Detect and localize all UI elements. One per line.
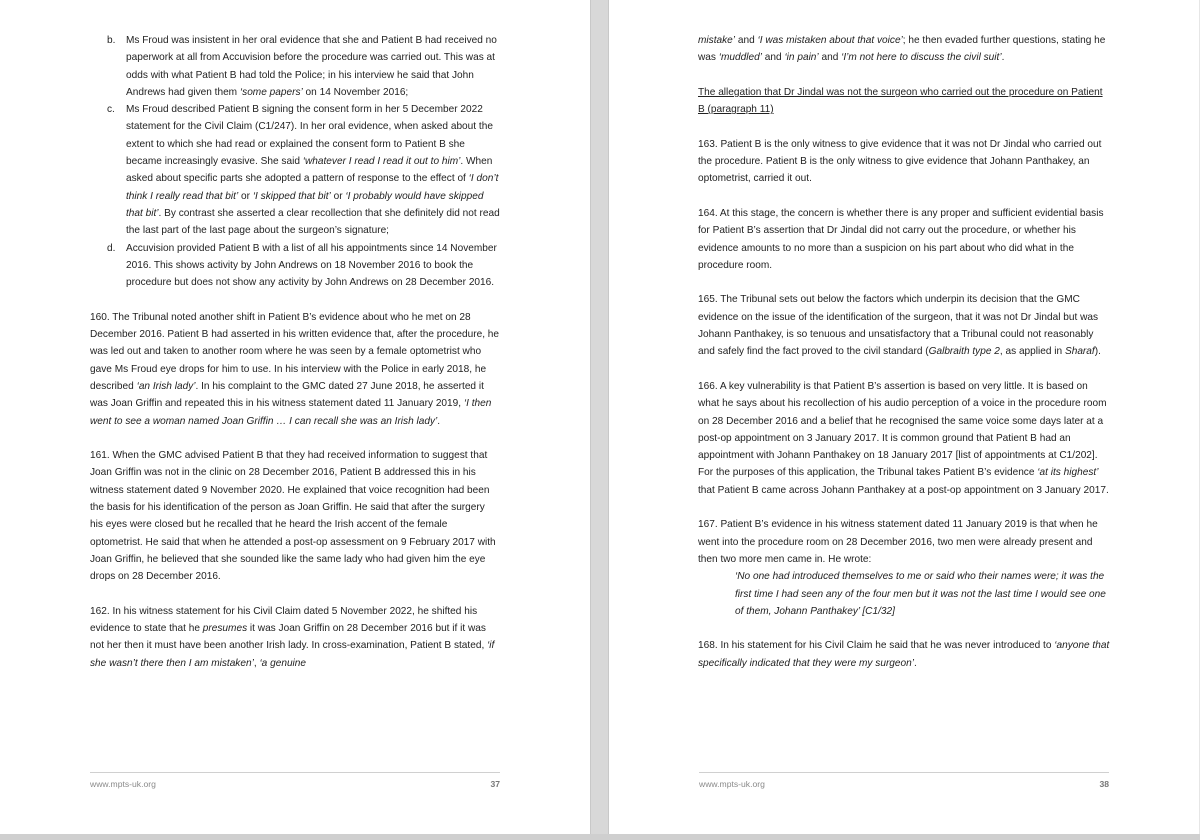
- section-heading: [698, 84, 1110, 119]
- footer-url: www.mpts-uk.org: [90, 779, 156, 789]
- paragraph-spacer: [698, 188, 1110, 205]
- page-footer: [699, 772, 1109, 789]
- text-run: [C1/32]: [859, 605, 895, 617]
- footer-url: www.mpts-uk.org: [699, 779, 765, 789]
- text-run: 163. Patient B is the only witness to give evidence that it was not Dr Jindal who carried out the procedure. Patient B is the only witness to give evidence that Johann Panthakey, an optometrist, carried it out.: [698, 138, 1102, 185]
- text-run: 160. The Tribunal noted another shift in Patient B’s evidence about who he met on 28 December 2016. Patient B had asserted in his written evidence that, after the procedure, he was led out and taken to another room where he was seen by a female optometrist who gave Ms Froud eye drops for him to use. In his interview with the Police in early 2018, he described: [90, 311, 500, 392]
- text-run: .: [437, 415, 441, 427]
- paragraph: [698, 32, 1110, 67]
- text-run: . When asked about specific parts she adopted a pattern of response to the effect of: [126, 156, 493, 185]
- text-run: or: [238, 190, 253, 202]
- text-run: 165. The Tribunal sets out below the factors which underpin its decision that the GMC evidence on the issue of the identification of the surgeon, that it was not Dr Jindal but was Johann Panthakey, is so tenuous and unsatisfactory that a Tribunal could not reasonably and safely find the fact proved to the civil standard (: [698, 294, 1099, 358]
- list-marker: d.: [107, 242, 116, 254]
- paragraph: [90, 447, 500, 585]
- text-run: and: [761, 52, 785, 64]
- italic-text: ‘I’m not here to discuss the civil suit’: [841, 52, 1002, 64]
- list-item-text: [126, 32, 500, 101]
- document-page-37: [0, 0, 590, 840]
- italic-text: ‘I then went to see a woman named Joan Griffin … I can recall she was an Irish lady’: [90, 398, 492, 427]
- text-run: on 14 November 2016;: [302, 86, 409, 98]
- italic-text: Galbraith type 2: [928, 346, 1000, 358]
- paragraph-spacer: [698, 67, 1110, 84]
- page-footer: [90, 772, 500, 789]
- text-run: . In his complaint to the GMC dated 27 June 2018, he asserted it was Joan Griffin and repeated this in his witness statement dated 11 January 2019,: [90, 380, 484, 410]
- text-run: The allegation that Dr Jindal was not the surgeon who carried out the procedure on Patient B (paragraph 11): [698, 86, 1103, 116]
- horizontal-scrollbar[interactable]: [0, 834, 1200, 840]
- text-run: ; he then evaded further questions, stating he was: [698, 35, 1106, 64]
- italic-text: ‘I was mistaken about that voice’: [757, 35, 903, 46]
- italic-text: Sharaf: [1064, 346, 1095, 358]
- paragraph: [698, 637, 1110, 672]
- list-item: [90, 240, 500, 292]
- italic-text: ‘a genuine: [259, 657, 307, 669]
- text-run: that Patient B came across Johann Panthakey at a post-op appointment on 3 January 2017.: [698, 484, 1109, 496]
- italic-text: presumes: [202, 623, 248, 635]
- paragraph-spacer: [698, 361, 1110, 378]
- italic-text: mistake’: [698, 35, 736, 46]
- list-item-text: [126, 240, 500, 292]
- italic-text: ‘I skipped that bit’: [252, 190, 331, 202]
- paragraph: [90, 603, 500, 672]
- paragraph-spacer: [698, 620, 1110, 637]
- text-run: and: [818, 52, 842, 64]
- italic-text: ‘in pain’: [784, 52, 819, 64]
- text-run: 166. A key vulnerability is that Patient B’s assertion is based on very little. It is based on what he says about his recollection of his audio perception of a voice in the procedure room on 28 December 2016 and a belief that he recognised the same voice some days later at a post-op appointment on 3 January 2017. It is common ground that Patient B had an appointment with Johann Panthakey on 18 January 2017 [list of appointments at C1/202]. For the purposes of this application, the Tribunal takes Patient B’s evidence: [698, 380, 1107, 479]
- text-run: ).: [1094, 346, 1101, 358]
- paragraph-spacer: [90, 291, 500, 308]
- text-run: 164. At this stage, the concern is whether there is any proper and sufficient evidential basis for Patient B’s assertion that Dr Jindal did not carry out the procedure, or whether his evidence amounts to no more than a suspicion on his part about who did what in the procedure room.: [698, 207, 1104, 271]
- text-run: .: [914, 657, 917, 669]
- text-run: .: [1001, 52, 1005, 64]
- paragraph: [698, 291, 1110, 360]
- text-run: , as applied in: [999, 346, 1065, 358]
- text-run: 161. When the GMC advised Patient B that they had received information to suggest that Joan Griffin was not in the clinic on 28 December 2016, Patient B addressed this in his witness statement dated 9 November 2020. He explained that voice recognition had been the basis for his identification of the person as Joan Griffin. He said that after the surgery his eyes were closed but he recalled that he heard the Irish accent of the female optometrist. He said that when he attended a post-op assessment on 9 February 2017 with Joan Griffin, he believed that she sounded like the same lady who had given him the eye drops on 28 December 2016.: [90, 450, 496, 583]
- page-number: 37: [490, 779, 500, 789]
- paragraph-spacer: [90, 586, 500, 603]
- italic-text: ‘anyone that specifically indicated that they were my surgeon’: [698, 640, 1110, 669]
- italic-text: ‘if she wasn’t there then I am mistaken’: [90, 640, 495, 669]
- paragraph: [698, 516, 1110, 568]
- list-item: [90, 101, 500, 239]
- text-run: 167. Patient B’s evidence in his witness statement dated 11 January 2019 is that when he went into the procedure room on 28 December 2016, two men were already present and then two more men came in. He wrote:: [698, 519, 1098, 565]
- list-marker: b.: [107, 35, 116, 46]
- italic-text: ‘at its highest’: [1037, 467, 1099, 479]
- italic-text: ‘whatever I read I read it out to him’: [302, 156, 461, 168]
- page-body: [698, 32, 1110, 672]
- block-quote: [698, 568, 1110, 620]
- paragraph-spacer: [698, 118, 1110, 135]
- text-run: 168. In his statement for his Civil Claim he said that he was never introduced to: [698, 640, 1055, 652]
- text-run: or: [330, 190, 346, 202]
- page-number: 38: [1099, 779, 1109, 789]
- italic-text: ‘I probably would have skipped that bit’: [126, 190, 484, 219]
- paragraph-spacer: [698, 499, 1110, 516]
- text-run: it was Joan Griffin on 28 December 2016 but if it was not her then it must have been another Irish lady. In cross-examination, Patient B stated,: [90, 623, 488, 652]
- document-page-38: [609, 0, 1199, 840]
- text-run: 162. In his witness statement for his Civil Claim dated 5 November 2022, he shifted his evidence to state that he: [90, 605, 478, 635]
- italic-text: ‘an Irish lady’: [136, 380, 196, 392]
- paragraph: [698, 205, 1110, 274]
- paragraph: [90, 309, 500, 430]
- italic-text: ‘some papers’: [239, 86, 303, 98]
- text-run: ,: [253, 657, 260, 669]
- text-run: Ms Froud was insistent in her oral evidence that she and Patient B had received no paperwork at all from Accuvision before the procedure was carried out. This was at odds with what Patient B had told the Police; in his interview he said that John Andrews had given them: [126, 35, 497, 98]
- paragraph: [698, 378, 1110, 499]
- paragraph-spacer: [90, 430, 500, 447]
- paragraph: [698, 136, 1110, 188]
- text-run: . By contrast she asserted a clear recollection that she definitely did not read the last part of the last page about the surgeon’s signature;: [126, 207, 500, 237]
- list-item: [90, 32, 500, 101]
- italic-text: ‘No one had introduced themselves to me or said who their names were; it was the first time I had seen any of the four men but it was not the last time I would see one of them, Johann Panthakey’: [735, 571, 1106, 617]
- page-body: [90, 32, 500, 672]
- italic-text: ‘muddled’: [718, 52, 762, 64]
- paragraph-spacer: [698, 274, 1110, 291]
- text-run: and: [735, 35, 758, 46]
- page-gutter: [590, 0, 609, 840]
- italic-text: ‘I don’t think I really read that bit’: [126, 173, 499, 202]
- text-run: Accuvision provided Patient B with a list of all his appointments since 14 November 2016. This shows activity by John Andrews on 18 November 2016 to book the procedure but does not show any activity by John Andrews on 28 December 2016.: [126, 242, 497, 289]
- list-item-text: [126, 101, 500, 239]
- list-marker: c.: [107, 104, 115, 116]
- text-run: Ms Froud described Patient B signing the consent form in her 5 December 2022 statement for the Civil Claim (C1/247). In her oral evidence, when asked about the extent to which she had read or explained the consent form to Patient B she became increasingly evasive. She said: [126, 104, 493, 168]
